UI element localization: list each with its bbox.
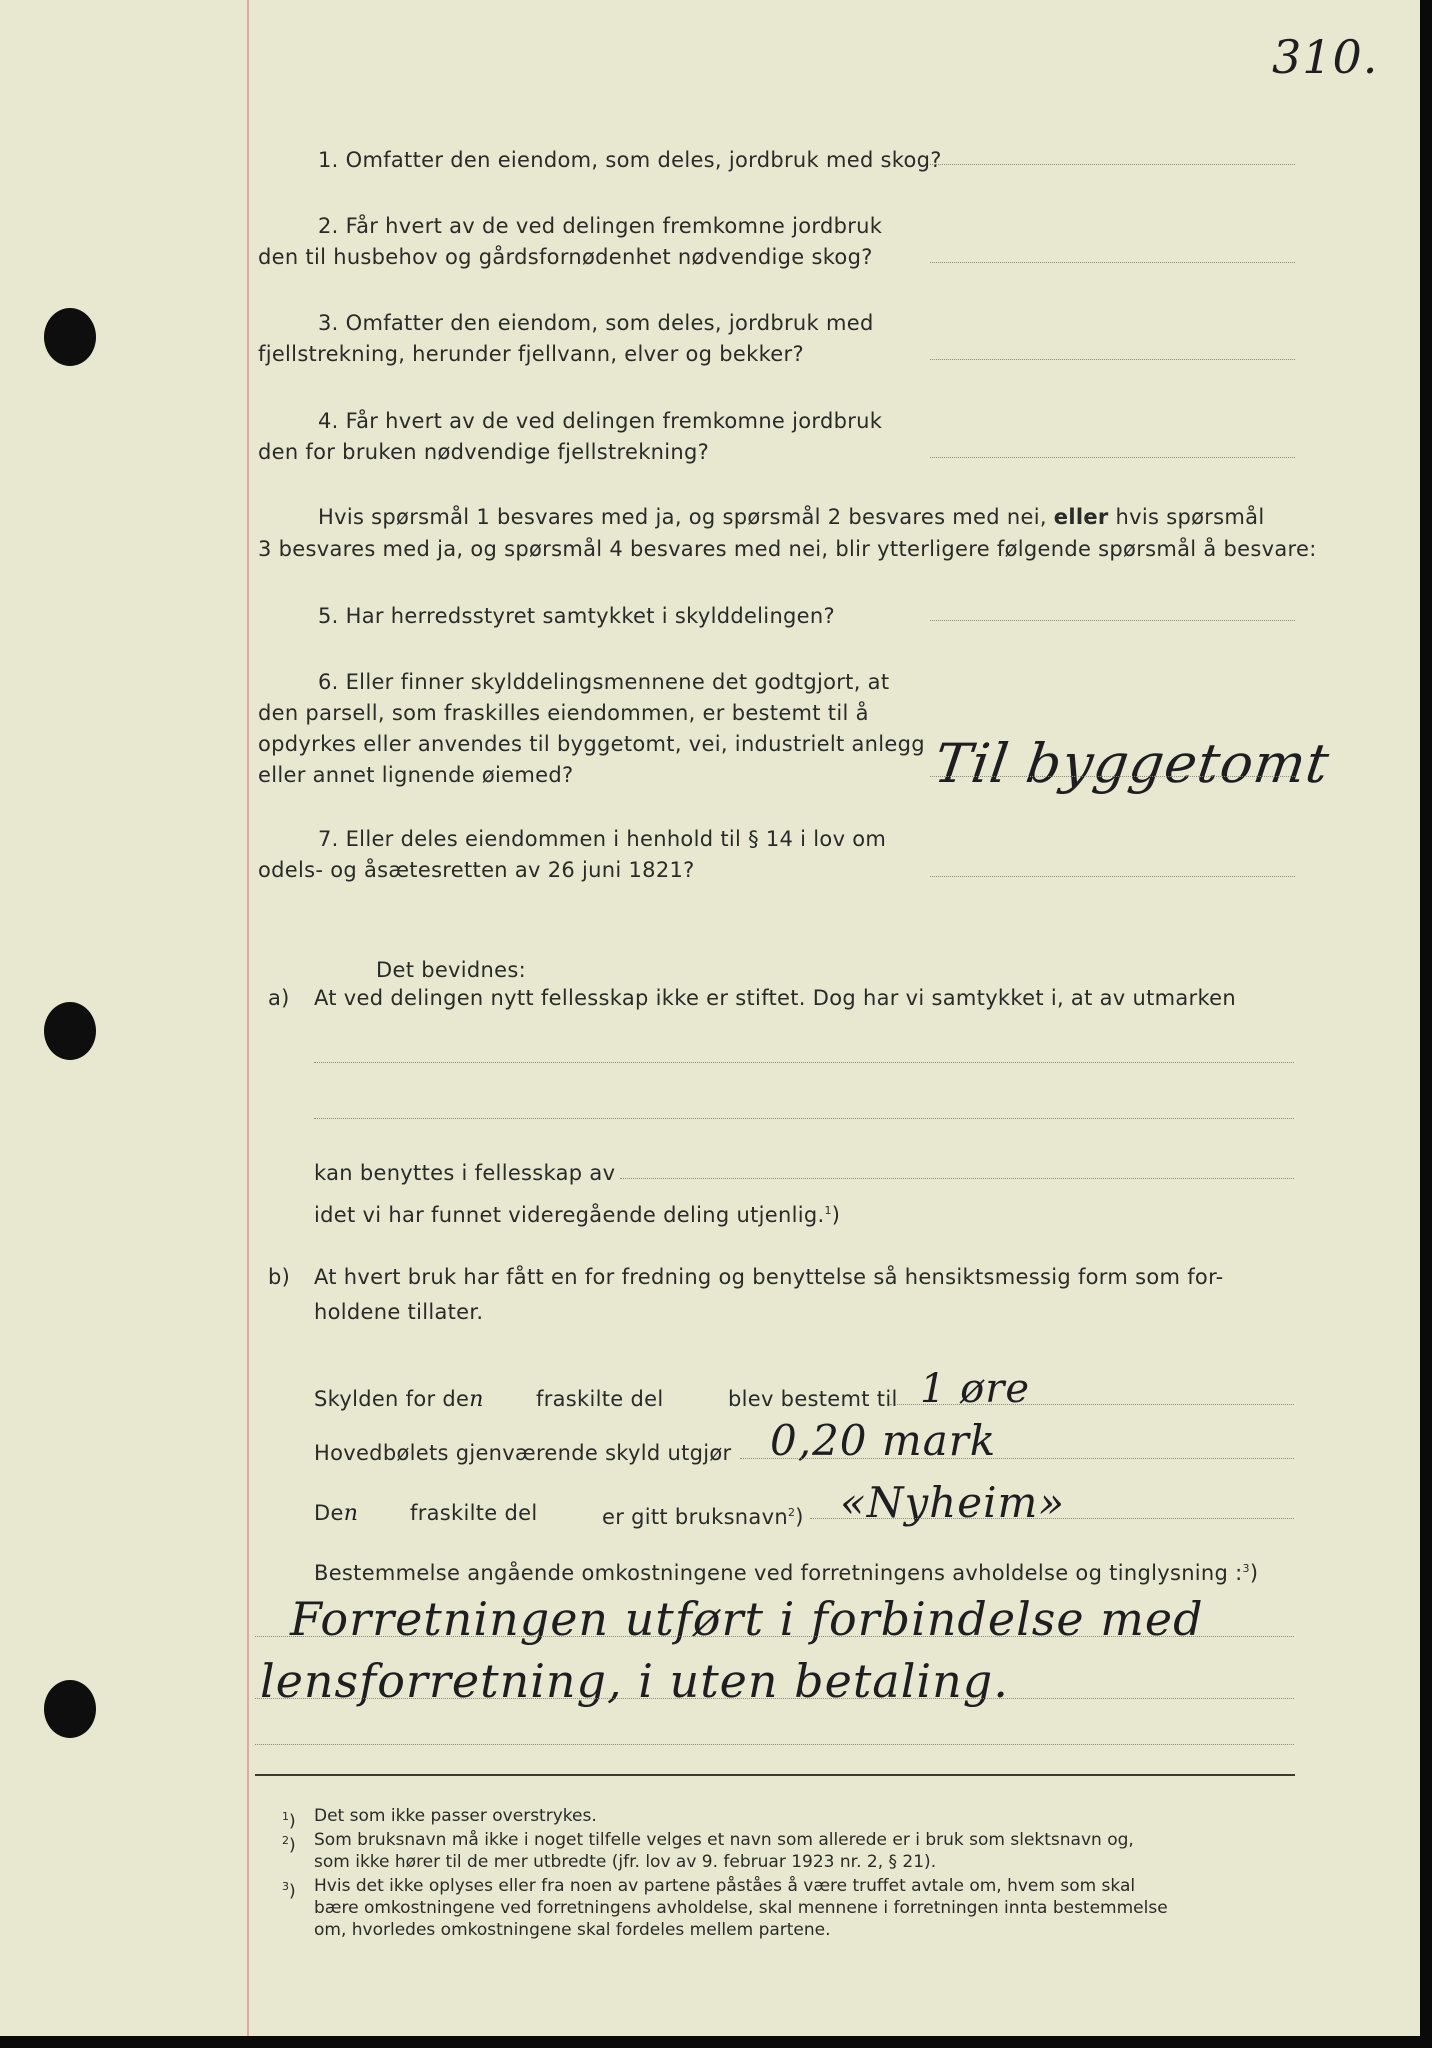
- question-4-line-1: 4. Får hvert av de ved delingen fremkomne jordbruk: [318, 409, 883, 433]
- answer-line: [255, 1636, 1294, 1637]
- attest-a-text: At ved delingen nytt fellesskap ikke er stiftet. Dog har vi samtykket i, at av utmarken: [314, 986, 1237, 1010]
- question-2-line-1: 2. Får hvert av de ved delingen fremkomne jordbruk: [318, 214, 883, 238]
- answer-line: [930, 262, 1295, 263]
- blank-line: [314, 1062, 1294, 1063]
- answer-line: [930, 359, 1295, 360]
- cost-label-text: Bestemmelse angående omkostningene ved forretningens avholdelse og tinglysning :: [314, 1561, 1243, 1585]
- de-label-text: De: [314, 1501, 344, 1525]
- footnote-separator: [255, 1774, 1295, 1776]
- bruksnavn-label: [602, 1500, 804, 1530]
- question-7-line-1: 7. Eller deles eiendommen i henhold til § 14 i lov om: [318, 827, 887, 851]
- question-7-line-2: odels- og åsætesretten av 26 juni 1821?: [258, 858, 695, 882]
- blank-line: [314, 1118, 1294, 1119]
- footnote-3-line-1: Hvis det ikke oplyses eller fra noen av partene påståes å være truffet avtale om, hvem som skal: [314, 1876, 1136, 1896]
- skyld-fraskilte: fraskilte del: [536, 1387, 664, 1411]
- division-text: idet vi har funnet videregående deling utjenlig.: [314, 1203, 825, 1227]
- footnote-2-line-2: som ikke hører til de mer utbredte (jfr. lov av 9. februar 1923 nr. 2, § 21).: [314, 1852, 937, 1872]
- answer-line: [810, 1518, 1294, 1519]
- footnote-ref-close: ): [831, 1203, 841, 1227]
- footnote-ref: 3: [1242, 1562, 1250, 1575]
- footnote-1-mark: $^1$): [282, 1810, 296, 1832]
- footnote-2-mark: $^2$): [282, 1834, 296, 1856]
- question-4-line-2: den for bruken nødvendige fjellstrekning?: [258, 440, 710, 464]
- question-6-line-1: 6. Eller finner skylddelingsmennene det godtgjort, at: [318, 670, 890, 694]
- conditional-note-emphasis: eller: [1053, 505, 1109, 529]
- answer-line: [255, 1698, 1294, 1699]
- footnote-ref: 1: [824, 1204, 832, 1217]
- attest-b-line-1: At hvert bruk har fått en for fredning og benyttelse så hensiktsmessig form som for-: [314, 1265, 1224, 1289]
- shared-use-line: kan benyttes i fellesskap av: [314, 1161, 616, 1185]
- question-3-line-2: fjellstrekning, herunder fjellvann, elver og bekker?: [258, 342, 804, 366]
- skyld-handwritten-suffix: n: [469, 1387, 485, 1412]
- skyld-value: 1 øre: [920, 1366, 1031, 1412]
- page-number: 310.: [1272, 30, 1379, 84]
- footnote-3-line-3: om, hvorledes omkostningene skal fordeles mellem partene.: [314, 1920, 831, 1940]
- skyld-label-text: Skylden for de: [314, 1387, 470, 1411]
- conditional-note-text: hvis spørsmål: [1115, 505, 1265, 529]
- de-label: [314, 1500, 359, 1527]
- attest-b-label: b): [268, 1265, 291, 1289]
- conditional-note-line-2: 3 besvares med ja, og spørsmål 4 besvares med nei, blir ytterligere følgende spørsmål å besvare:: [258, 537, 1317, 561]
- skyld-bestemt: blev bestemt til: [728, 1387, 898, 1411]
- answer-line: [930, 776, 1295, 777]
- hovedbol-value: 0,20 mark: [770, 1416, 997, 1465]
- punch-hole-icon: [44, 308, 96, 366]
- footnote-1: Det som ikke passer overstrykes.: [314, 1806, 597, 1826]
- de-handwritten-suffix: n: [343, 1501, 359, 1526]
- punch-hole-icon: [44, 1680, 96, 1738]
- blank-line: [620, 1178, 1294, 1179]
- answer-line: [740, 1458, 1294, 1459]
- question-1: 1. Omfatter den eiendom, som deles, jordbruk med skog?: [318, 148, 942, 172]
- margin-rule: [247, 0, 249, 2036]
- answer-line: [890, 1404, 1294, 1405]
- conditional-note-text: Hvis spørsmål 1 besvares med ja, og spørsmål 2 besvares med nei,: [318, 505, 1047, 529]
- fraskilte-label: fraskilte del: [410, 1501, 538, 1525]
- question-6-line-4: eller annet lignende øiemed?: [258, 763, 574, 787]
- hovedbol-label: Hovedbølets gjenværende skyld utgjør: [314, 1441, 732, 1465]
- attest-b-line-2: holdene tillater.: [314, 1300, 484, 1324]
- question-6-line-2: den parsell, som fraskilles eiendommen, er bestemt til å: [258, 701, 869, 725]
- question-5: 5. Har herredsstyret samtykket i skylddelingen?: [318, 604, 835, 628]
- answer-line: [930, 164, 1295, 165]
- footnote-3-line-2: bære omkostningene ved forretningens avholdelse, skal mennene i forretningen innta bestemmelse: [314, 1898, 1168, 1918]
- footnote-3-mark: $^3$): [282, 1880, 296, 1902]
- division-line: [314, 1198, 840, 1228]
- question-6-line-3: opdyrkes eller anvendes til byggetomt, vei, industrielt anlegg: [258, 732, 925, 756]
- question-6-answer: Til byggetomt: [930, 732, 1334, 795]
- punch-hole-icon: [44, 1002, 96, 1060]
- question-3-line-1: 3. Omfatter den eiendom, som deles, jordbruk med: [318, 311, 874, 335]
- cost-value-line-2: lensforretning, i uten betaling.: [260, 1654, 1009, 1708]
- cost-value-line-1: Forretningen utført i forbindelse med: [290, 1592, 1204, 1646]
- footnote-mark: 2: [282, 1834, 289, 1847]
- cost-label: [314, 1556, 1258, 1586]
- bruksnavn-value: «Nyheim»: [840, 1478, 1066, 1527]
- answer-line: [930, 457, 1295, 458]
- footnote-ref: 2: [787, 1506, 796, 1519]
- attest-heading: Det bevidnes:: [376, 958, 526, 982]
- footnote-mark: 1: [282, 1810, 289, 1823]
- bruksnavn-label-text: er gitt bruksnavn: [602, 1505, 788, 1529]
- question-2-line-2: den til husbehov og gårdsfornødenhet nødvendige skog?: [258, 245, 873, 269]
- answer-line: [930, 620, 1295, 621]
- conditional-note-line-1: [318, 504, 1264, 530]
- footnote-ref-close: ): [795, 1505, 804, 1529]
- answer-line: [930, 876, 1295, 877]
- skyld-label: [314, 1386, 484, 1413]
- footnote-ref-close: ): [1249, 1561, 1259, 1585]
- attest-a-label: a): [268, 986, 290, 1010]
- answer-line: [255, 1744, 1294, 1745]
- footnote-2-line-1: Som bruksnavn må ikke i noget tilfelle velges et navn som allerede er i bruk som slektsnavn og,: [314, 1830, 1134, 1850]
- footnote-mark: 3: [282, 1880, 289, 1893]
